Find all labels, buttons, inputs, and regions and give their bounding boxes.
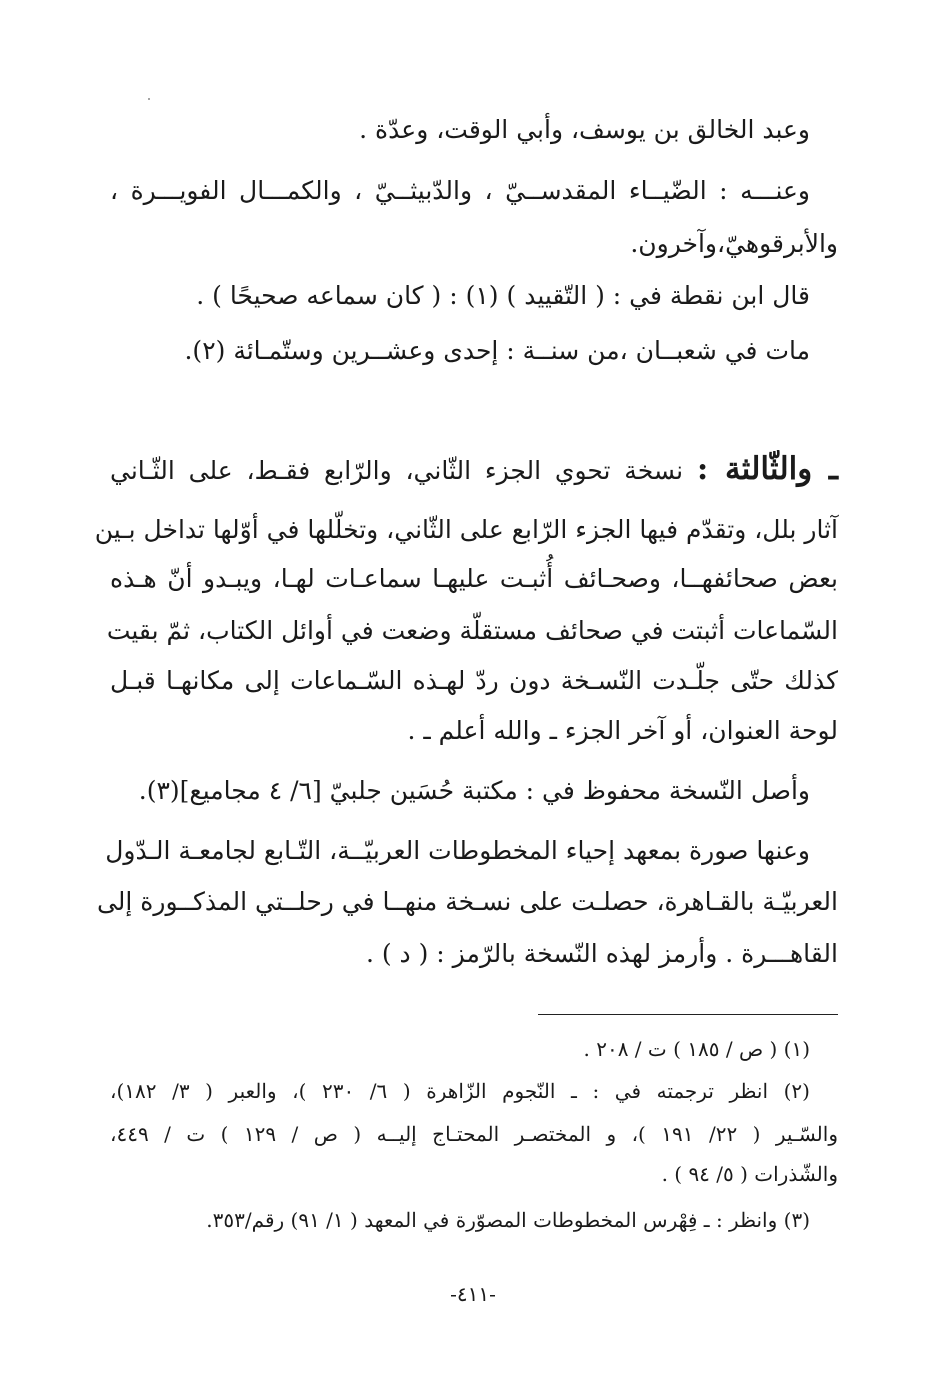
footnote: (٢) انظر ترجمته في : ـ النّجوم الزّاهرة ( ٦/ ٢٣٠ )، والعبر ( ٣/ ١٨٢)،	[110, 1079, 810, 1103]
text-line: مات في شعبــان ،من سنــة : إحدى وعشــرين وستّمـائة (٢).	[184, 336, 810, 365]
text-line: السّماعات أثبتت في صحائف مستقلّة وضعت في أوائل الكتاب، ثمّ بقيت	[106, 616, 838, 645]
text-line: آثار بلل، وتقدّم فيها الجزء الرّابع على الثّاني، وتخلّلها في أوّلها تداخل بـين	[94, 515, 838, 544]
text-line: لوحة العنوان، أو آخر الجزء ـ والله أعلم ـ .	[407, 716, 838, 745]
footnote: والسّـير ( ٢٢/ ١٩١ )، و المختصـر المحتـاج إليــه ( ص / ١٢٩ ) ت / ٤٤٩،	[110, 1122, 838, 1146]
text-line: وعبد الخالق بن يوسف، وأبي الوقت، وعدّة .	[359, 115, 810, 144]
page-number: -٤١١-	[450, 1282, 496, 1306]
section-heading: ـ والثّالثة :	[696, 451, 838, 487]
page-body	[94, 0, 838, 1389]
footnote: (١) ( ص / ١٨٥ ) ت / ٢٠٨ .	[583, 1037, 810, 1061]
text-line: قال ابن نقطة في : ( التّقييد ) (١) : ( كان سماعه صحيحًا ) .	[196, 281, 810, 310]
text-line: القاهـــرة . وأرمز لهذه النّسخة بالرّمز : ( د ) .	[365, 939, 838, 968]
text-line: كذلك حتّى جلّـدت النّسـخة دون ردّ لهـذه السّـماعات إلى مكانهـا قبـل	[110, 666, 838, 695]
text-line: بعض صحائفهــا، وصحـائف أُثبـت عليهـا سماعـات لهـا، ويبـدو أنّ هـذه	[110, 564, 838, 593]
text-line: وعنها صورة بمعهد إحياء المخطوطات العربيّــة، التّـابع لجامعـة الـدّول	[105, 836, 810, 865]
footnote: (٣) وانظر : ـ فِهْرس المخطوطات المصوّرة في المعهد ( ١/ ٩١) رقم/٣٥٣.	[206, 1208, 810, 1232]
text-line: والأبرقوهيّ،وآخرون.	[630, 229, 838, 258]
section-first-line	[110, 452, 838, 488]
footnote-divider	[538, 1014, 838, 1015]
text-line: وعنـــه : الضّيــاء المقدســيّ ، والدّبيثــيّ ، والكمـــال الفويـــرة ،	[110, 176, 810, 205]
footnote: والشّذرات ( ٥/ ٩٤ ) .	[661, 1162, 838, 1186]
text-span: نسخة تحوي الجزء الثّاني، والرّابع فقـط، على الثّـاني	[110, 456, 684, 485]
text-line: وأصل النّسخة محفوظ في : مكتبة حُسَين جلبيّ [٦/ ٤ مجاميع](٣).	[138, 776, 810, 805]
text-line: العربيّـة بالقـاهرة، حصلـت على نسـخة منهــا في رحلــتي المذكــورة إلى	[96, 887, 838, 916]
